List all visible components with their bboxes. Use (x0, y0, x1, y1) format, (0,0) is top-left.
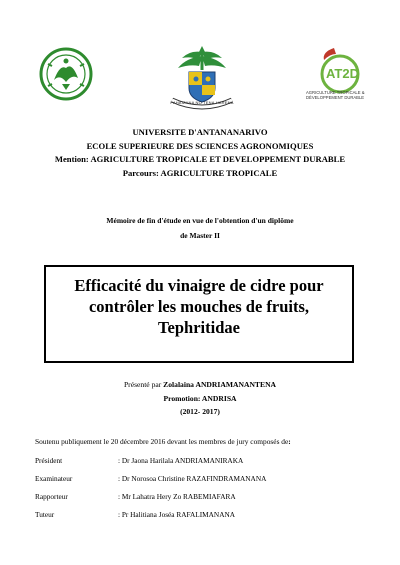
seal-motto: FAHAIZANA NO TENA HARENA (170, 100, 234, 105)
at2d-logo-text: AT2D (326, 66, 359, 81)
memoire-line-2: de Master II (180, 230, 220, 240)
university-name: UNIVERSITE D'ANTANANARIVO (132, 127, 268, 137)
school-name: ECOLE SUPERIEURE DES SCIENCES AGRONOMIQUES (86, 140, 314, 151)
memoire-line-1: Mémoire de fin d'étude en vue de l'obtention d'un diplôme (106, 216, 294, 225)
jury-name: : Dr Norosoa Christine RAZAFINDRAMANANA (118, 474, 267, 483)
promotion-line: Promotion: ANDRISA (163, 393, 237, 403)
institution-block (0, 126, 400, 180)
presenter-line: Présenté par Zolalaina ANDRIAMANANTENA (123, 380, 277, 389)
years-line: (2012- 2017) (180, 407, 220, 416)
presenter-block (0, 378, 400, 419)
jury-role: Tuteur (35, 510, 55, 519)
at2d-caption: AGRICULTURE TROPICALE & DÉVELOPPEMENT DURABLE (306, 90, 365, 100)
presenter-name: Zolalaina ANDRIAMANANTENA (163, 380, 277, 389)
title-line-3: Tephritidae (158, 318, 240, 337)
university-seal-icon (162, 44, 242, 116)
jury-role: Président (35, 456, 63, 465)
memoire-block (0, 214, 400, 243)
jury-name: : Dr Jaona Harilala ANDRIAMANIRAKA (118, 456, 244, 465)
jury-name: : Mr Lahatra Hery Zo RABEMIAFARA (118, 492, 236, 501)
title-line-2: contrôler les mouches de fruits, (88, 297, 310, 316)
thesis-title (46, 275, 352, 338)
jury-intro: Soutenu publiquement le 20 décembre 2016 devant les membres de jury composés de: (35, 437, 291, 446)
mention-line: Mention: AGRICULTURE TROPICALE ET DEVELOPPEMENT DURABLE (54, 154, 346, 164)
jury-role: Examinateur (35, 474, 73, 483)
jury-role: Rapporteur (35, 492, 68, 501)
jury-name: : Pr Halitiana Joséa RAFALIMANANA (118, 510, 236, 519)
title-line-1: Efficacité du vinaigre de cidre pour (74, 276, 324, 295)
title-box (44, 265, 354, 363)
faculty-emblem-icon (38, 44, 94, 106)
parcours-line: Parcours: AGRICULTURE TROPICALE (122, 167, 278, 178)
